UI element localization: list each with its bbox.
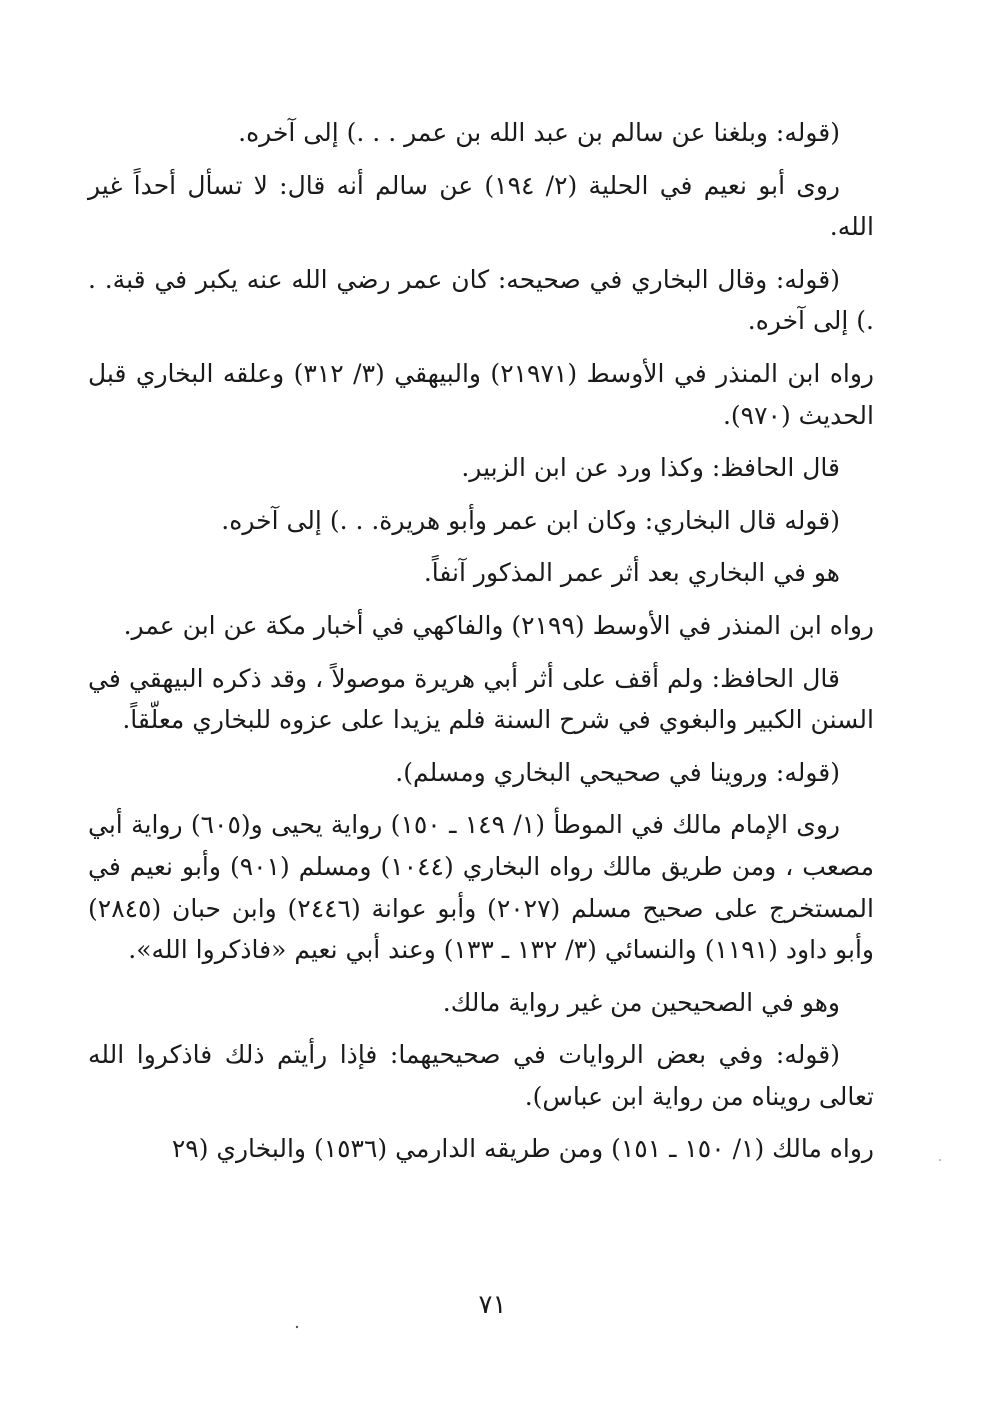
paragraph-2: روى أبو نعيم في الحلية (٢/ ١٩٤) عن سالم أنه قال: لا تسأل أحداً غير الله.: [88, 170, 874, 242]
paragraph-13: (قوله: وفي بعض الروايات في صحيحيهما: فإذا رأيتم ذلك فاذكروا الله تعالى رويناه من رواية ابن عباس).: [88, 1040, 874, 1111]
paragraph-9: قال الحافظ: ولم أقف على أثر أبي هريرة موصولاً ، وقد ذكره البيهقي في السنن الكبير والبغوي في شرح السنة فلم يزيدا على عزوه للبخاري معلّقاً.: [88, 663, 874, 735]
paragraph-8: رواه ابن المنذر في الأوسط (٢١٩٩) والفاكهي في أخبار مكة عن ابن عمر.: [123, 610, 874, 640]
page-number: ٧١: [478, 1290, 507, 1320]
paragraph-1: (قوله: وبلغنا عن سالم بن عبد الله بن عمر . . .) إلى آخره.: [238, 118, 840, 147]
paragraph-5: قال الحافظ: وكذا ورد عن ابن الزبير.: [461, 453, 840, 483]
paragraph-7: هو في البخاري بعد أثر عمر المذكور آنفاً.: [423, 558, 840, 588]
paragraph-3: (قوله: وقال البخاري في صحيحه: كان عمر رضي الله عنه يكبر في قبة. . .) إلى آخره.: [88, 264, 874, 336]
paragraph-12: وهو في الصحيحين من غير رواية مالك.: [442, 987, 840, 1017]
paragraph-11: روى الإمام مالك في الموطأ (١/ ١٤٩ ـ ١٥٠) رواية يحيى و(٦٠٥) رواية أبي مصعب ، ومن طريق مالك رواه البخاري (١٠٤٤) ومسلم (٩٠١) وأبو نعيم في المستخرج على صحيح مسلم (٢٠٢٧) وأبو عوانة (٢٤٤٦) وابن حبان (٢٨٤٥) وأبو داود (١١٩١) والنسائي (٣/ ١٣٢ ـ ١٣٣) وعند أبي نعيم «فاذكروا الله».: [88, 810, 874, 965]
paragraph-14: رواه مالك (١/ ١٥٠ ـ ١٥١) ومن طريقه الدارمي (١٥٣٦) والبخاري (٢٩: [171, 1134, 874, 1164]
paragraph-6: (قوله قال البخاري: وكان ابن عمر وأبو هريرة. . .) إلى آخره.: [221, 505, 840, 535]
body-text: [88, 112, 874, 1181]
paragraph-4: رواه ابن المنذر في الأوسط (٢١٩٧١) والبيهقي (٣/ ٣١٢) وعلقه البخاري قبل الحديث (٩٧٠).: [88, 358, 875, 430]
paragraph-10: (قوله: وروينا في صحيحي البخاري ومسلم).: [395, 757, 840, 787]
